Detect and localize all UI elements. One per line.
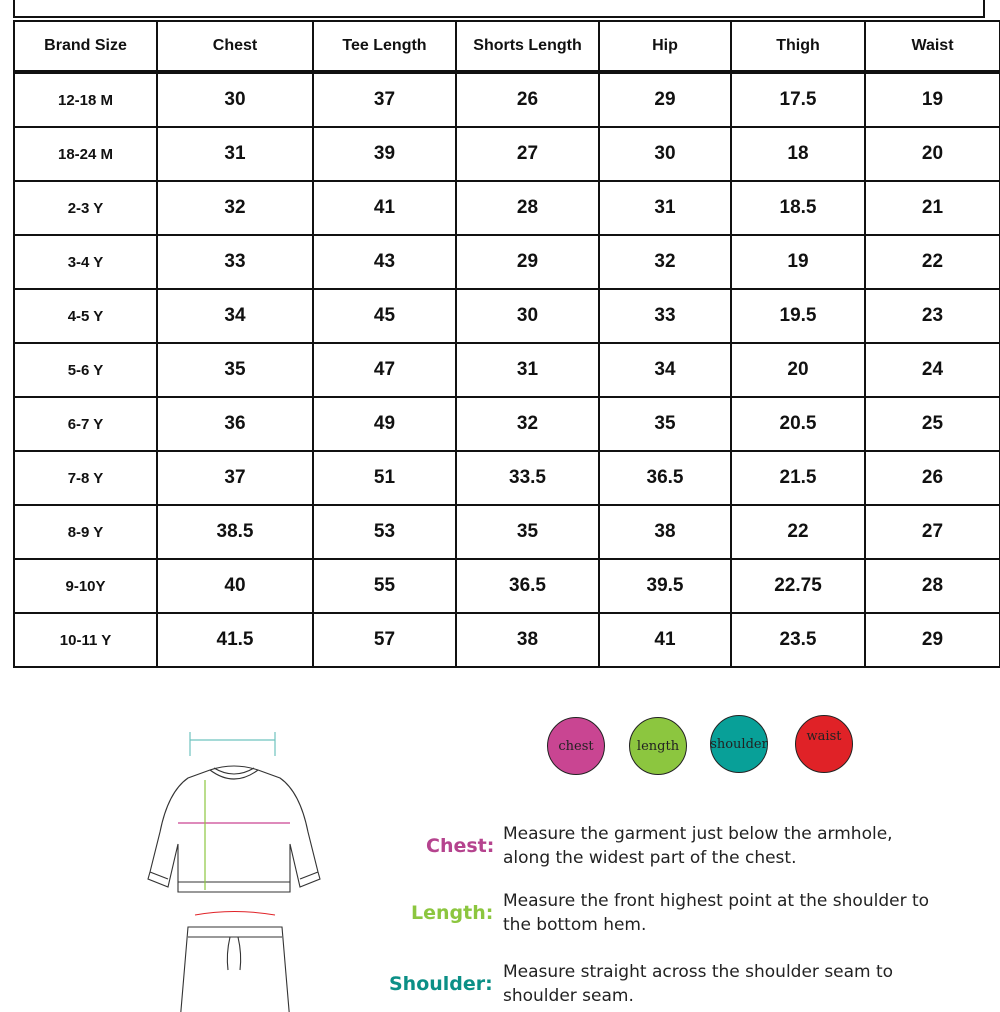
brand-size-cell: 7-8 Y [14,451,157,505]
measurement-cell: 41 [313,181,456,235]
measurement-cell: 37 [157,451,313,505]
waist-guide-line [195,912,275,916]
measurement-cell: 36.5 [456,559,599,613]
measurement-cell: 19 [731,235,865,289]
measurement-cell: 28 [865,559,1000,613]
measurement-cell: 34 [157,289,313,343]
measurement-cell: 38.5 [157,505,313,559]
measurement-cell: 40 [157,559,313,613]
measurement-cell: 26 [456,72,599,127]
measurement-cell: 30 [456,289,599,343]
measurement-cell: 22 [731,505,865,559]
measurement-cell: 24 [865,343,1000,397]
measurement-cell: 49 [313,397,456,451]
measurement-cell: 38 [599,505,731,559]
measurement-cell: 36 [157,397,313,451]
legend-length: length [629,717,687,775]
column-header: Waist [865,21,1000,72]
table-row [14,505,1000,559]
measurement-cell: 51 [313,451,456,505]
measurement-cell: 31 [456,343,599,397]
garment-illustration [130,722,350,1012]
measurement-cell: 20 [731,343,865,397]
table-row [14,181,1000,235]
measurement-cell: 19 [865,72,1000,127]
measurement-cell: 32 [157,181,313,235]
measurement-cell: 29 [456,235,599,289]
width-indicator [190,732,275,756]
measurement-cell: 36.5 [599,451,731,505]
length-instruction: Measure the front highest point at the shoulder to the bottom hem. [503,891,930,935]
measurement-cell: 29 [865,613,1000,667]
table-row [14,72,1000,127]
measurement-cell: 47 [313,343,456,397]
table-row [14,397,1000,451]
brand-size-cell: 9-10Y [14,559,157,613]
measurement-cell: 41 [599,613,731,667]
table-body [14,72,1000,667]
measurement-cell: 35 [456,505,599,559]
column-header: Shorts Length [456,21,599,72]
shorts-outline [180,927,290,1012]
brand-size-cell: 6-7 Y [14,397,157,451]
measurement-cell: 31 [599,181,731,235]
measurement-cell: 33.5 [456,451,599,505]
shoulder-label: Shoulder: [389,973,493,995]
brand-size-cell: 3-4 Y [14,235,157,289]
brand-size-cell: 4-5 Y [14,289,157,343]
measurement-cell: 43 [313,235,456,289]
measurement-cell: 45 [313,289,456,343]
brand-size-cell: 8-9 Y [14,505,157,559]
measurement-cell: 21 [865,181,1000,235]
legend-chest: chest [547,717,605,775]
table-row [14,613,1000,667]
measurement-cell: 55 [313,559,456,613]
legend-waist: waist [795,715,853,773]
measurement-cell: 39.5 [599,559,731,613]
brand-size-cell: 5-6 Y [14,343,157,397]
measurement-cell: 29 [599,72,731,127]
sweatshirt-outline [148,766,320,892]
measurement-cell: 30 [157,72,313,127]
measurement-cell: 38 [456,613,599,667]
measurement-cell: 20 [865,127,1000,181]
size-chart-table [13,20,1000,668]
column-header: Chest [157,21,313,72]
measurement-cell: 18 [731,127,865,181]
table-row [14,559,1000,613]
table-row [14,127,1000,181]
brand-size-cell: 18-24 M [14,127,157,181]
length-label: Length: [411,902,494,924]
column-header: Tee Length [313,21,456,72]
measurement-cell: 34 [599,343,731,397]
table-row [14,289,1000,343]
table-header-row [14,21,1000,72]
top-strip [13,0,985,18]
measurement-cell: 18.5 [731,181,865,235]
measurement-cell: 39 [313,127,456,181]
measurement-cell: 28 [456,181,599,235]
column-header: Brand Size [14,21,157,72]
measurement-cell: 32 [599,235,731,289]
brand-size-cell: 2-3 Y [14,181,157,235]
brand-size-cell: 10-11 Y [14,613,157,667]
measurement-cell: 22 [865,235,1000,289]
chest-label: Chest: [426,835,495,857]
measurement-cell: 21.5 [731,451,865,505]
table-row [14,343,1000,397]
shoulder-instruction: Measure straight across the shoulder seam to shoulder seam. [503,962,894,1006]
measurement-cell: 31 [157,127,313,181]
measurement-cell: 23.5 [731,613,865,667]
measurement-cell: 22.75 [731,559,865,613]
measurement-cell: 30 [599,127,731,181]
column-header: Hip [599,21,731,72]
measurement-cell: 19.5 [731,289,865,343]
measurement-cell: 23 [865,289,1000,343]
measurement-cell: 35 [599,397,731,451]
measurement-cell: 27 [865,505,1000,559]
legend-shoulder: shoulder [710,715,768,773]
measurement-cell: 25 [865,397,1000,451]
measurement-cell: 37 [313,72,456,127]
table-row [14,451,1000,505]
measurement-cell: 20.5 [731,397,865,451]
measurement-cell: 26 [865,451,1000,505]
measurement-cell: 53 [313,505,456,559]
chest-instruction: Measure the garment just below the armhole, along the widest part of the chest. [503,824,893,868]
column-header: Thigh [731,21,865,72]
measurement-cell: 27 [456,127,599,181]
measurement-cell: 17.5 [731,72,865,127]
measurement-cell: 33 [599,289,731,343]
brand-size-cell: 12-18 M [14,72,157,127]
measurement-cell: 57 [313,613,456,667]
measurement-cell: 41.5 [157,613,313,667]
measurement-cell: 32 [456,397,599,451]
table-row [14,235,1000,289]
measurement-cell: 35 [157,343,313,397]
measurement-cell: 33 [157,235,313,289]
